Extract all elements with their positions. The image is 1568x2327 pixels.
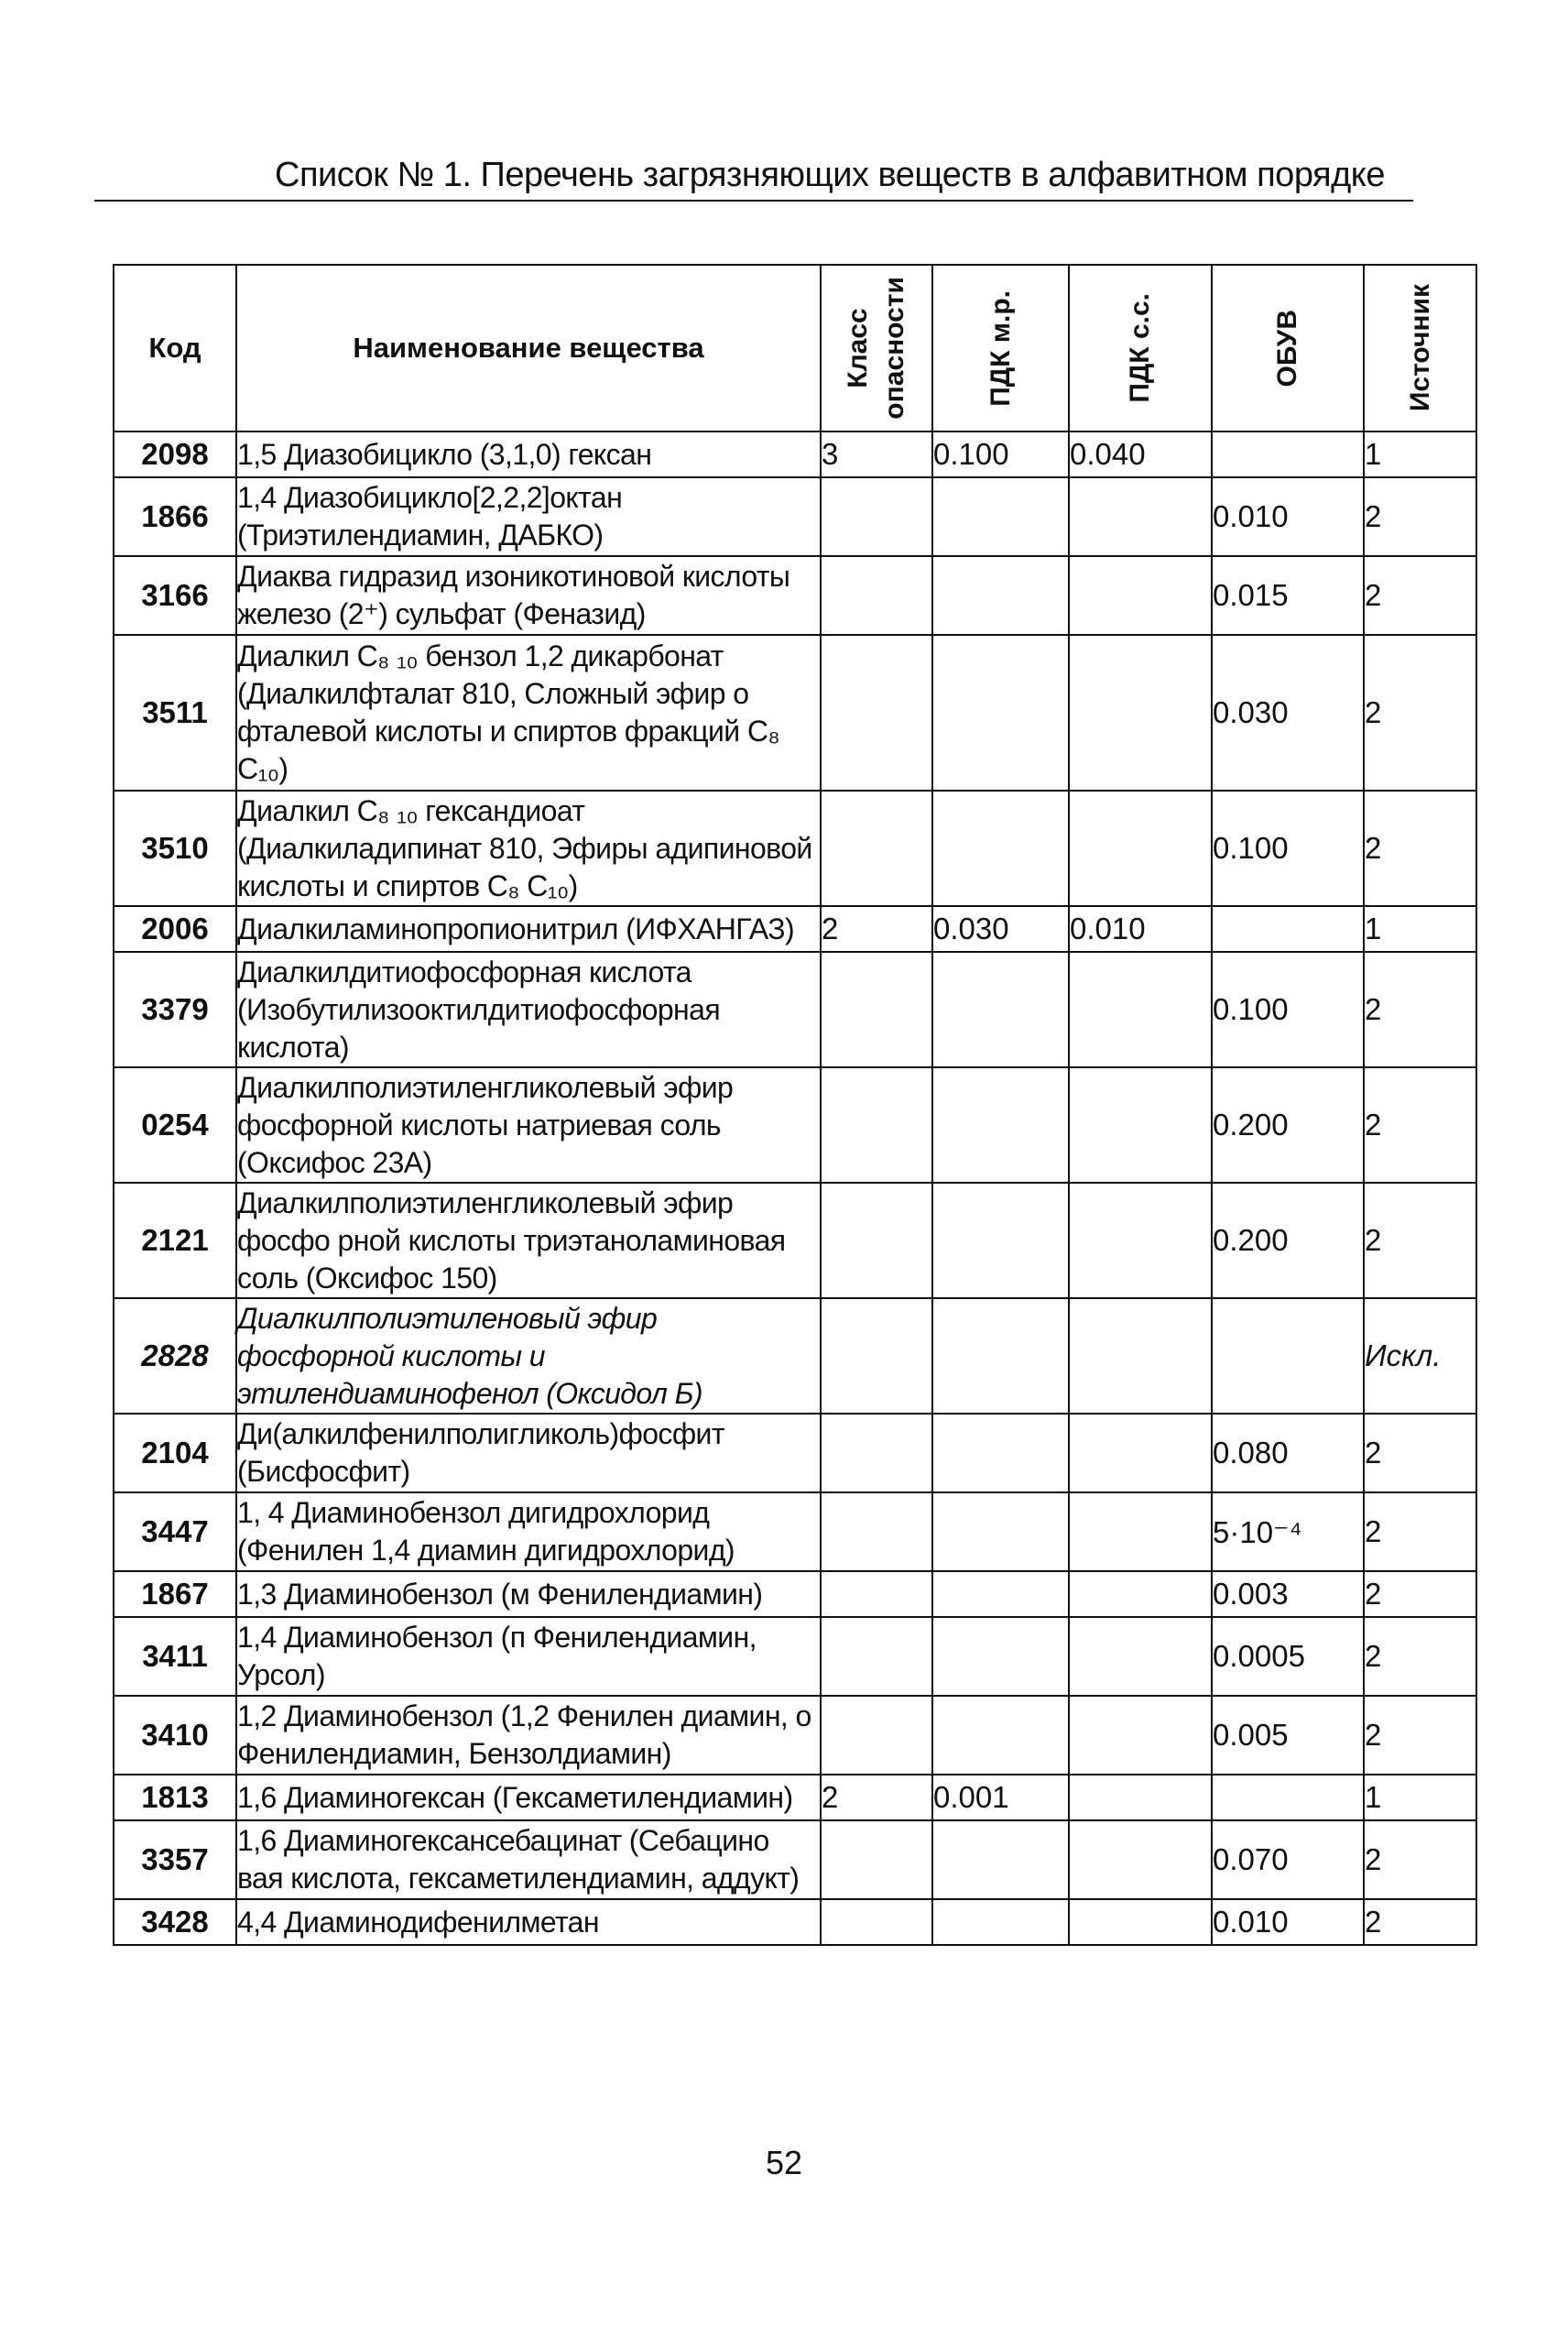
cell-obuv: 0.100 (1212, 952, 1364, 1067)
cell-source: 2 (1364, 1492, 1476, 1571)
cell-code: 1866 (114, 477, 236, 556)
cell-name: Диалкил C₈ ₁₀ бензол 1,2 дикарбонат (Диалкилфталат 810, Сложный эфир о фталевой кислоты и спиртов фракций C₈ C₁₀) (236, 635, 821, 791)
cell-source: 1 (1364, 432, 1476, 477)
cell-hazard-class: 2 (821, 906, 932, 952)
cell-code: 3511 (114, 635, 236, 791)
column-header-source (1364, 265, 1476, 432)
page-title: Список № 1. Перечень загрязняющих веществ в алфавитном порядке (275, 156, 1385, 194)
column-header-obuv (1212, 265, 1364, 432)
cell-source: 2 (1364, 791, 1476, 906)
cell-pdk-mr (932, 635, 1069, 791)
table-row (114, 1571, 1476, 1617)
cell-obuv: 0.003 (1212, 1571, 1364, 1617)
cell-obuv (1212, 432, 1364, 477)
cell-code: 0254 (114, 1067, 236, 1183)
cell-source: 2 (1364, 477, 1476, 556)
table-row (114, 635, 1476, 791)
cell-name: 1,6 Диаминогексансебацинат (Себацино вая кислота, гексаметилендиамин, аддукт) (236, 1820, 821, 1899)
cell-pdk-mr: 0.030 (932, 906, 1069, 952)
cell-code: 1867 (114, 1571, 236, 1617)
cell-obuv: 5·10⁻⁴ (1212, 1492, 1364, 1571)
cell-pdk-ss (1069, 1067, 1212, 1183)
cell-pdk-ss (1069, 1183, 1212, 1298)
table-row (114, 1067, 1476, 1183)
cell-name: Диалкилполиэтиленгликолевый эфир фосфорной кислоты натриевая соль (Оксифос 23А) (236, 1067, 821, 1183)
cell-pdk-mr (932, 1183, 1069, 1298)
cell-name: Диаква гидразид изоникотиновой кислоты железо (2⁺) сульфат (Феназид) (236, 556, 821, 635)
table-row (114, 1492, 1476, 1571)
cell-hazard-class (821, 635, 932, 791)
cell-source: 2 (1364, 1183, 1476, 1298)
cell-pdk-ss: 0.010 (1069, 906, 1212, 952)
cell-pdk-ss (1069, 635, 1212, 791)
table-row (114, 952, 1476, 1067)
cell-name: 1,4 Диазобицикло[2,2,2]октан (Триэтилендиамин, ДАБКО) (236, 477, 821, 556)
cell-hazard-class (821, 477, 932, 556)
cell-source: 1 (1364, 1775, 1476, 1820)
cell-code: 3166 (114, 556, 236, 635)
cell-obuv: 0.005 (1212, 1696, 1364, 1775)
table-row (114, 432, 1476, 477)
cell-pdk-ss (1069, 1820, 1212, 1899)
cell-pdk-ss (1069, 477, 1212, 556)
cell-hazard-class (821, 1414, 932, 1492)
cell-pdk-mr (932, 1492, 1069, 1571)
cell-pdk-mr (932, 556, 1069, 635)
cell-name: 4,4 Диаминодифенилметан (236, 1899, 821, 1945)
cell-obuv: 0.070 (1212, 1820, 1364, 1899)
cell-pdk-ss (1069, 791, 1212, 906)
cell-name: Диалкилполиэтиленовый эфир фосфорной кислоты и этилендиаминофенол (Оксидол Б) (236, 1298, 821, 1414)
column-header-code: Код (114, 265, 236, 432)
cell-hazard-class (821, 1183, 932, 1298)
cell-source: 2 (1364, 1820, 1476, 1899)
cell-pdk-ss (1069, 1617, 1212, 1696)
cell-name: 1, 4 Диаминобензол дигидрохлорид (Фенилен 1,4 диамин дигидрохлорид) (236, 1492, 821, 1571)
cell-name: 1,2 Диаминобензол (1,2 Фенилен диамин, о Фенилендиамин, Бензолдиамин) (236, 1696, 821, 1775)
cell-code: 2828 (114, 1298, 236, 1414)
cell-hazard-class (821, 952, 932, 1067)
column-header-pdk-ss (1069, 265, 1212, 432)
cell-pdk-mr (932, 952, 1069, 1067)
cell-code: 1813 (114, 1775, 236, 1820)
cell-code: 3357 (114, 1820, 236, 1899)
cell-pdk-mr (932, 1298, 1069, 1414)
cell-hazard-class (821, 1571, 932, 1617)
cell-obuv: 0.010 (1212, 1899, 1364, 1945)
cell-source: 1 (1364, 906, 1476, 952)
cell-code: 3510 (114, 791, 236, 906)
cell-obuv: 0.200 (1212, 1183, 1364, 1298)
table-row (114, 1183, 1476, 1298)
cell-obuv: 0.010 (1212, 477, 1364, 556)
table-row (114, 1775, 1476, 1820)
cell-obuv: 0.0005 (1212, 1617, 1364, 1696)
cell-code: 2006 (114, 906, 236, 952)
cell-pdk-mr (932, 477, 1069, 556)
cell-source: 2 (1364, 556, 1476, 635)
cell-name: 1,5 Диазобицикло (3,1,0) гексан (236, 432, 821, 477)
cell-code: 3428 (114, 1899, 236, 1945)
table-row (114, 791, 1476, 906)
cell-obuv: 0.030 (1212, 635, 1364, 791)
cell-pdk-mr (932, 791, 1069, 906)
column-header-pdk-ss-label: ПДК с.с. (1125, 293, 1155, 403)
table-row (114, 1617, 1476, 1696)
cell-pdk-mr (932, 1899, 1069, 1945)
cell-pdk-ss (1069, 1899, 1212, 1945)
substances-table (113, 264, 1477, 1946)
cell-source: 2 (1364, 1414, 1476, 1492)
cell-code: 3410 (114, 1696, 236, 1775)
cell-hazard-class: 3 (821, 432, 932, 477)
cell-source: 2 (1364, 1696, 1476, 1775)
cell-code: 3411 (114, 1617, 236, 1696)
column-header-hazard-class (821, 265, 932, 432)
cell-pdk-ss (1069, 1696, 1212, 1775)
cell-hazard-class (821, 556, 932, 635)
header-divider (94, 200, 1413, 202)
cell-pdk-mr (932, 1067, 1069, 1183)
column-header-obuv-label: ОБУВ (1272, 309, 1302, 388)
page-number: 52 (765, 2144, 803, 2181)
cell-hazard-class (821, 1899, 932, 1945)
cell-hazard-class (821, 1492, 932, 1571)
table-row (114, 1899, 1476, 1945)
cell-hazard-class (821, 1696, 932, 1775)
cell-pdk-mr: 0.001 (932, 1775, 1069, 1820)
cell-pdk-ss (1069, 1298, 1212, 1414)
cell-name: Диалкилдитиофосфорная кислота (Изобутилизооктилдитиофосфорная кислота) (236, 952, 821, 1067)
table-row (114, 1298, 1476, 1414)
cell-code: 2121 (114, 1183, 236, 1298)
cell-pdk-mr (932, 1571, 1069, 1617)
table-row (114, 477, 1476, 556)
column-header-hazard-class-label: Класс опасности (843, 277, 909, 420)
cell-pdk-ss (1069, 1414, 1212, 1492)
cell-name: Диалкилполиэтиленгликолевый эфир фосфо рной кислоты триэтаноламиновая соль (Оксифос 150) (236, 1183, 821, 1298)
cell-source: 2 (1364, 1571, 1476, 1617)
cell-hazard-class (821, 1067, 932, 1183)
cell-hazard-class (821, 791, 932, 906)
cell-name: 1,6 Диаминогексан (Гексаметилендиамин) (236, 1775, 821, 1820)
cell-obuv: 0.015 (1212, 556, 1364, 635)
cell-pdk-mr (932, 1617, 1069, 1696)
cell-code: 3447 (114, 1492, 236, 1571)
cell-name: 1,3 Диаминобензол (м Фенилендиамин) (236, 1571, 821, 1617)
column-header-pdk-mr (932, 265, 1069, 432)
cell-pdk-ss (1069, 556, 1212, 635)
cell-pdk-mr: 0.100 (932, 432, 1069, 477)
cell-obuv (1212, 1775, 1364, 1820)
column-header-name: Наименование вещества (236, 265, 821, 432)
table-row (114, 1414, 1476, 1492)
cell-source: 2 (1364, 635, 1476, 791)
cell-source: 2 (1364, 1617, 1476, 1696)
cell-pdk-mr (932, 1414, 1069, 1492)
cell-hazard-class (821, 1820, 932, 1899)
cell-name: Диалкил C₈ ₁₀ гександиоат (Диалкиладипинат 810, Эфиры адипиновой кислоты и спиртов C₈ C₁₀) (236, 791, 821, 906)
table-row (114, 906, 1476, 952)
cell-code: 3379 (114, 952, 236, 1067)
cell-obuv: 0.100 (1212, 791, 1364, 906)
table-row (114, 556, 1476, 635)
cell-name: Диалкиламинопропионитрил (ИФХАНГАЗ) (236, 906, 821, 952)
cell-name: 1,4 Диаминобензол (п Фенилендиамин, Урсол) (236, 1617, 821, 1696)
cell-obuv (1212, 906, 1364, 952)
cell-obuv: 0.200 (1212, 1067, 1364, 1183)
cell-hazard-class (821, 1298, 932, 1414)
column-header-pdk-mr-label: ПДК м.р. (985, 290, 1016, 407)
cell-source: Искл. (1364, 1298, 1476, 1414)
cell-pdk-ss (1069, 1492, 1212, 1571)
cell-code: 2098 (114, 432, 236, 477)
table-row (114, 1820, 1476, 1899)
column-header-source-label: Источник (1404, 284, 1435, 412)
cell-hazard-class (821, 1617, 932, 1696)
cell-pdk-mr (932, 1696, 1069, 1775)
cell-source: 2 (1364, 1067, 1476, 1183)
table-header-row (114, 265, 1476, 432)
cell-code: 2104 (114, 1414, 236, 1492)
cell-pdk-ss (1069, 1571, 1212, 1617)
cell-obuv (1212, 1298, 1364, 1414)
cell-source: 2 (1364, 1899, 1476, 1945)
cell-pdk-ss (1069, 952, 1212, 1067)
cell-pdk-ss (1069, 1775, 1212, 1820)
cell-obuv: 0.080 (1212, 1414, 1364, 1492)
cell-hazard-class: 2 (821, 1775, 932, 1820)
table-row (114, 1696, 1476, 1775)
cell-pdk-mr (932, 1820, 1069, 1899)
cell-name: Ди(алкилфенилполигликоль)фосфит (Бисфосфит) (236, 1414, 821, 1492)
cell-source: 2 (1364, 952, 1476, 1067)
cell-pdk-ss: 0.040 (1069, 432, 1212, 477)
